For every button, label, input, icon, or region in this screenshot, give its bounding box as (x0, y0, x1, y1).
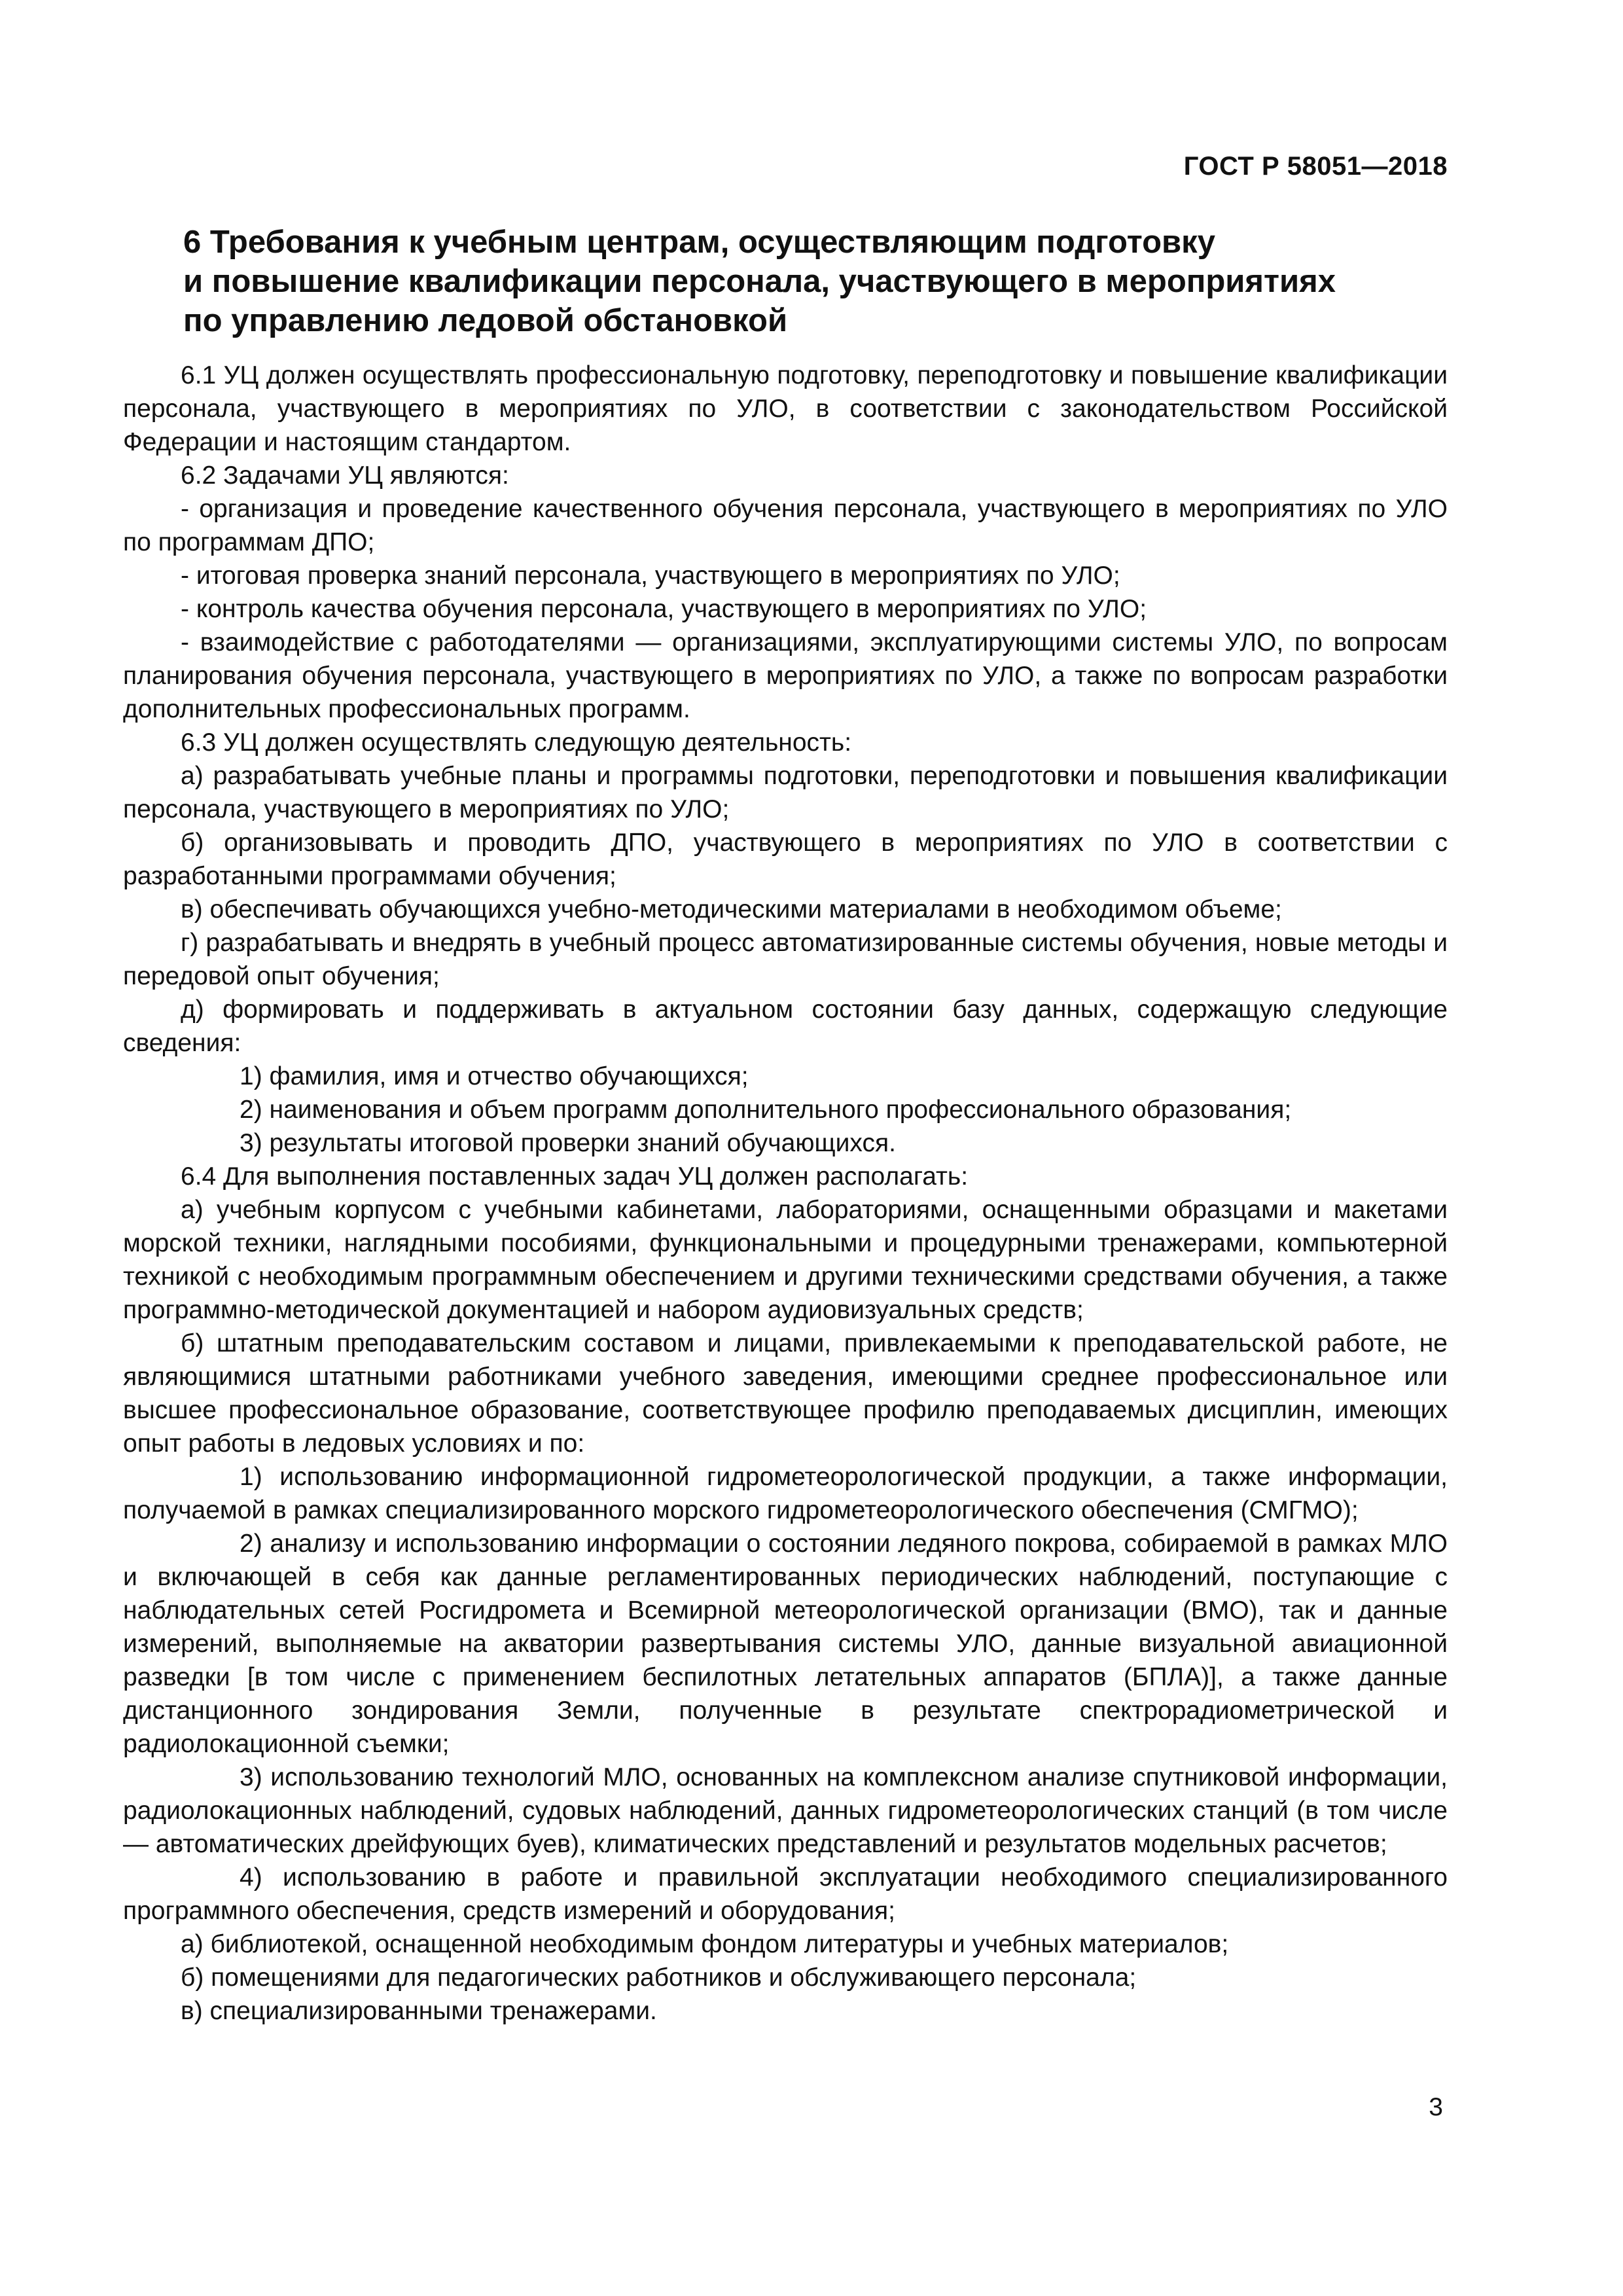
list-item: а) учебным корпусом с учебными кабинетами, лабораториями, оснащенными образцами и макетами морской техники, наглядными пособиями, функциональными и процедурными тренажерами, компьютерной техникой с необходимым программным обеспечением и другими техническими средствами обучения, а также программно-методической документацией и набором аудиовизуальных средств; (123, 1196, 1448, 1324)
list-item: - взаимодействие с работодателями — организациями, эксплуатирующими системы УЛО, по вопросам планирования обучения персонала, участвующего в мероприятиях по УЛО, а также по вопросам разработки дополнительных профессиональных программ. (123, 628, 1448, 723)
list-item: б) организовывать и проводить ДПО, участвующего в мероприятиях по УЛО в соответствии с разработанными программами обучения; (123, 829, 1448, 890)
list-item: г) разрабатывать и внедрять в учебный процесс автоматизированные системы обучения, новые методы и передовой опыт обучения; (123, 929, 1448, 990)
list-item: - организация и проведение качественного обучения персонала, участвующего в мероприятиях по УЛО по программам ДПО; (123, 495, 1448, 556)
document-id-header: ГОСТ Р 58051—2018 (1183, 152, 1448, 181)
sub-list-item: 1) фамилия, имя и отчество обучающихся; (240, 1062, 749, 1090)
sub-list-item: 1) использованию информационной гидрометеорологической продукции, а также информации, получаемой в рамках специализированного морского гидрометеорологического обеспечения (СМГМО); (123, 1463, 1448, 1524)
list-item: в) специализированными тренажерами. (181, 1997, 657, 2025)
list-item: д) формировать и поддерживать в актуальном состоянии базу данных, содержащую следующие сведения: (123, 996, 1448, 1057)
sub-list-item: 2) анализу и использованию информации о состоянии ледяного покрова, собираемой в рамках МЛО и включающей в себя как данные регламентированных периодических наблюдений, поступающие с наблюдательных сетей Росгидромета и Всемирной метеорологической организации (ВМО), так и данные измерений, выполняемые на акватории развертывания системы УЛО, данные визуальной авиационной разведки [в том числе с применением беспилотных летательных аппаратов (БПЛА)], а также данные дистанционного зондирования Земли, полученные в результате спектрорадиометрической и радиолокационной съемки; (123, 1530, 1448, 1758)
section-title-line: и повышение квалификации персонала, участвующего в мероприятиях (183, 264, 1336, 299)
section-title-line: 6 Требования к учебным центрам, осуществляющим подготовку (183, 224, 1215, 260)
sub-list-item: 4) использованию в работе и правильной эксплуатации необходимого специализированного программного обеспечения, средств измерений и оборудования; (123, 1863, 1448, 1925)
clause-6-2: 6.2 Задачами УЦ являются: (181, 461, 509, 490)
sub-list-item: 2) наименования и объем программ дополнительного профессионального образования; (240, 1096, 1292, 1124)
list-item: - контроль качества обучения персонала, участвующего в мероприятиях по УЛО; (181, 595, 1147, 623)
sub-list-item: 3) результаты итоговой проверки знаний обучающихся. (240, 1129, 896, 1157)
sub-list-item: 3) использованию технологий МЛО, основанных на комплексном анализе спутниковой информации, радиолокационных наблюдений, судовых наблюдений, данных гидрометеорологических станций (в том числе — автоматических дрейфующих буев), климатических представлений и результатов модельных расчетов; (123, 1763, 1448, 1858)
section-body (123, 359, 1448, 2028)
section-title-line: по управлению ледовой обстановкой (183, 303, 788, 338)
list-item: в) обеспечивать обучающихся учебно-методическими материалами в необходимом объеме; (181, 895, 1282, 924)
list-item: - итоговая проверка знаний персонала, участвующего в мероприятиях по УЛО; (181, 562, 1120, 590)
page-number: 3 (1429, 2093, 1443, 2121)
list-item: б) помещениями для педагогических работников и обслуживающего персонала; (181, 1964, 1137, 1992)
clause-6-4: 6.4 Для выполнения поставленных задач УЦ должен располагать: (181, 1162, 969, 1191)
section-title (183, 223, 1427, 340)
list-item: б) штатным преподавательским составом и лицами, привлекаемыми к преподавательской работе, не являющимися штатными работниками учебного заведения, имеющими среднее профессиональное или высшее профессиональное образование, соответствующее профилю преподаваемых дисциплин, имеющих опыт работы в ледовых условиях и по: (123, 1329, 1448, 1458)
list-item: а) разрабатывать учебные планы и программы подготовки, переподготовки и повышения квалификации персонала, участвующего в мероприятиях по УЛО; (123, 762, 1448, 823)
clause-6-1: 6.1 УЦ должен осуществлять профессиональную подготовку, переподготовку и повышение квалификации персонала, участвующего в мероприятиях по УЛО, в соответствии с законодательством Российской Федерации и настоящим стандартом. (123, 361, 1448, 456)
clause-6-3: 6.3 УЦ должен осуществлять следующую деятельность: (181, 728, 852, 757)
list-item: а) библиотекой, оснащенной необходимым фондом литературы и учебных материалов; (181, 1930, 1229, 1958)
